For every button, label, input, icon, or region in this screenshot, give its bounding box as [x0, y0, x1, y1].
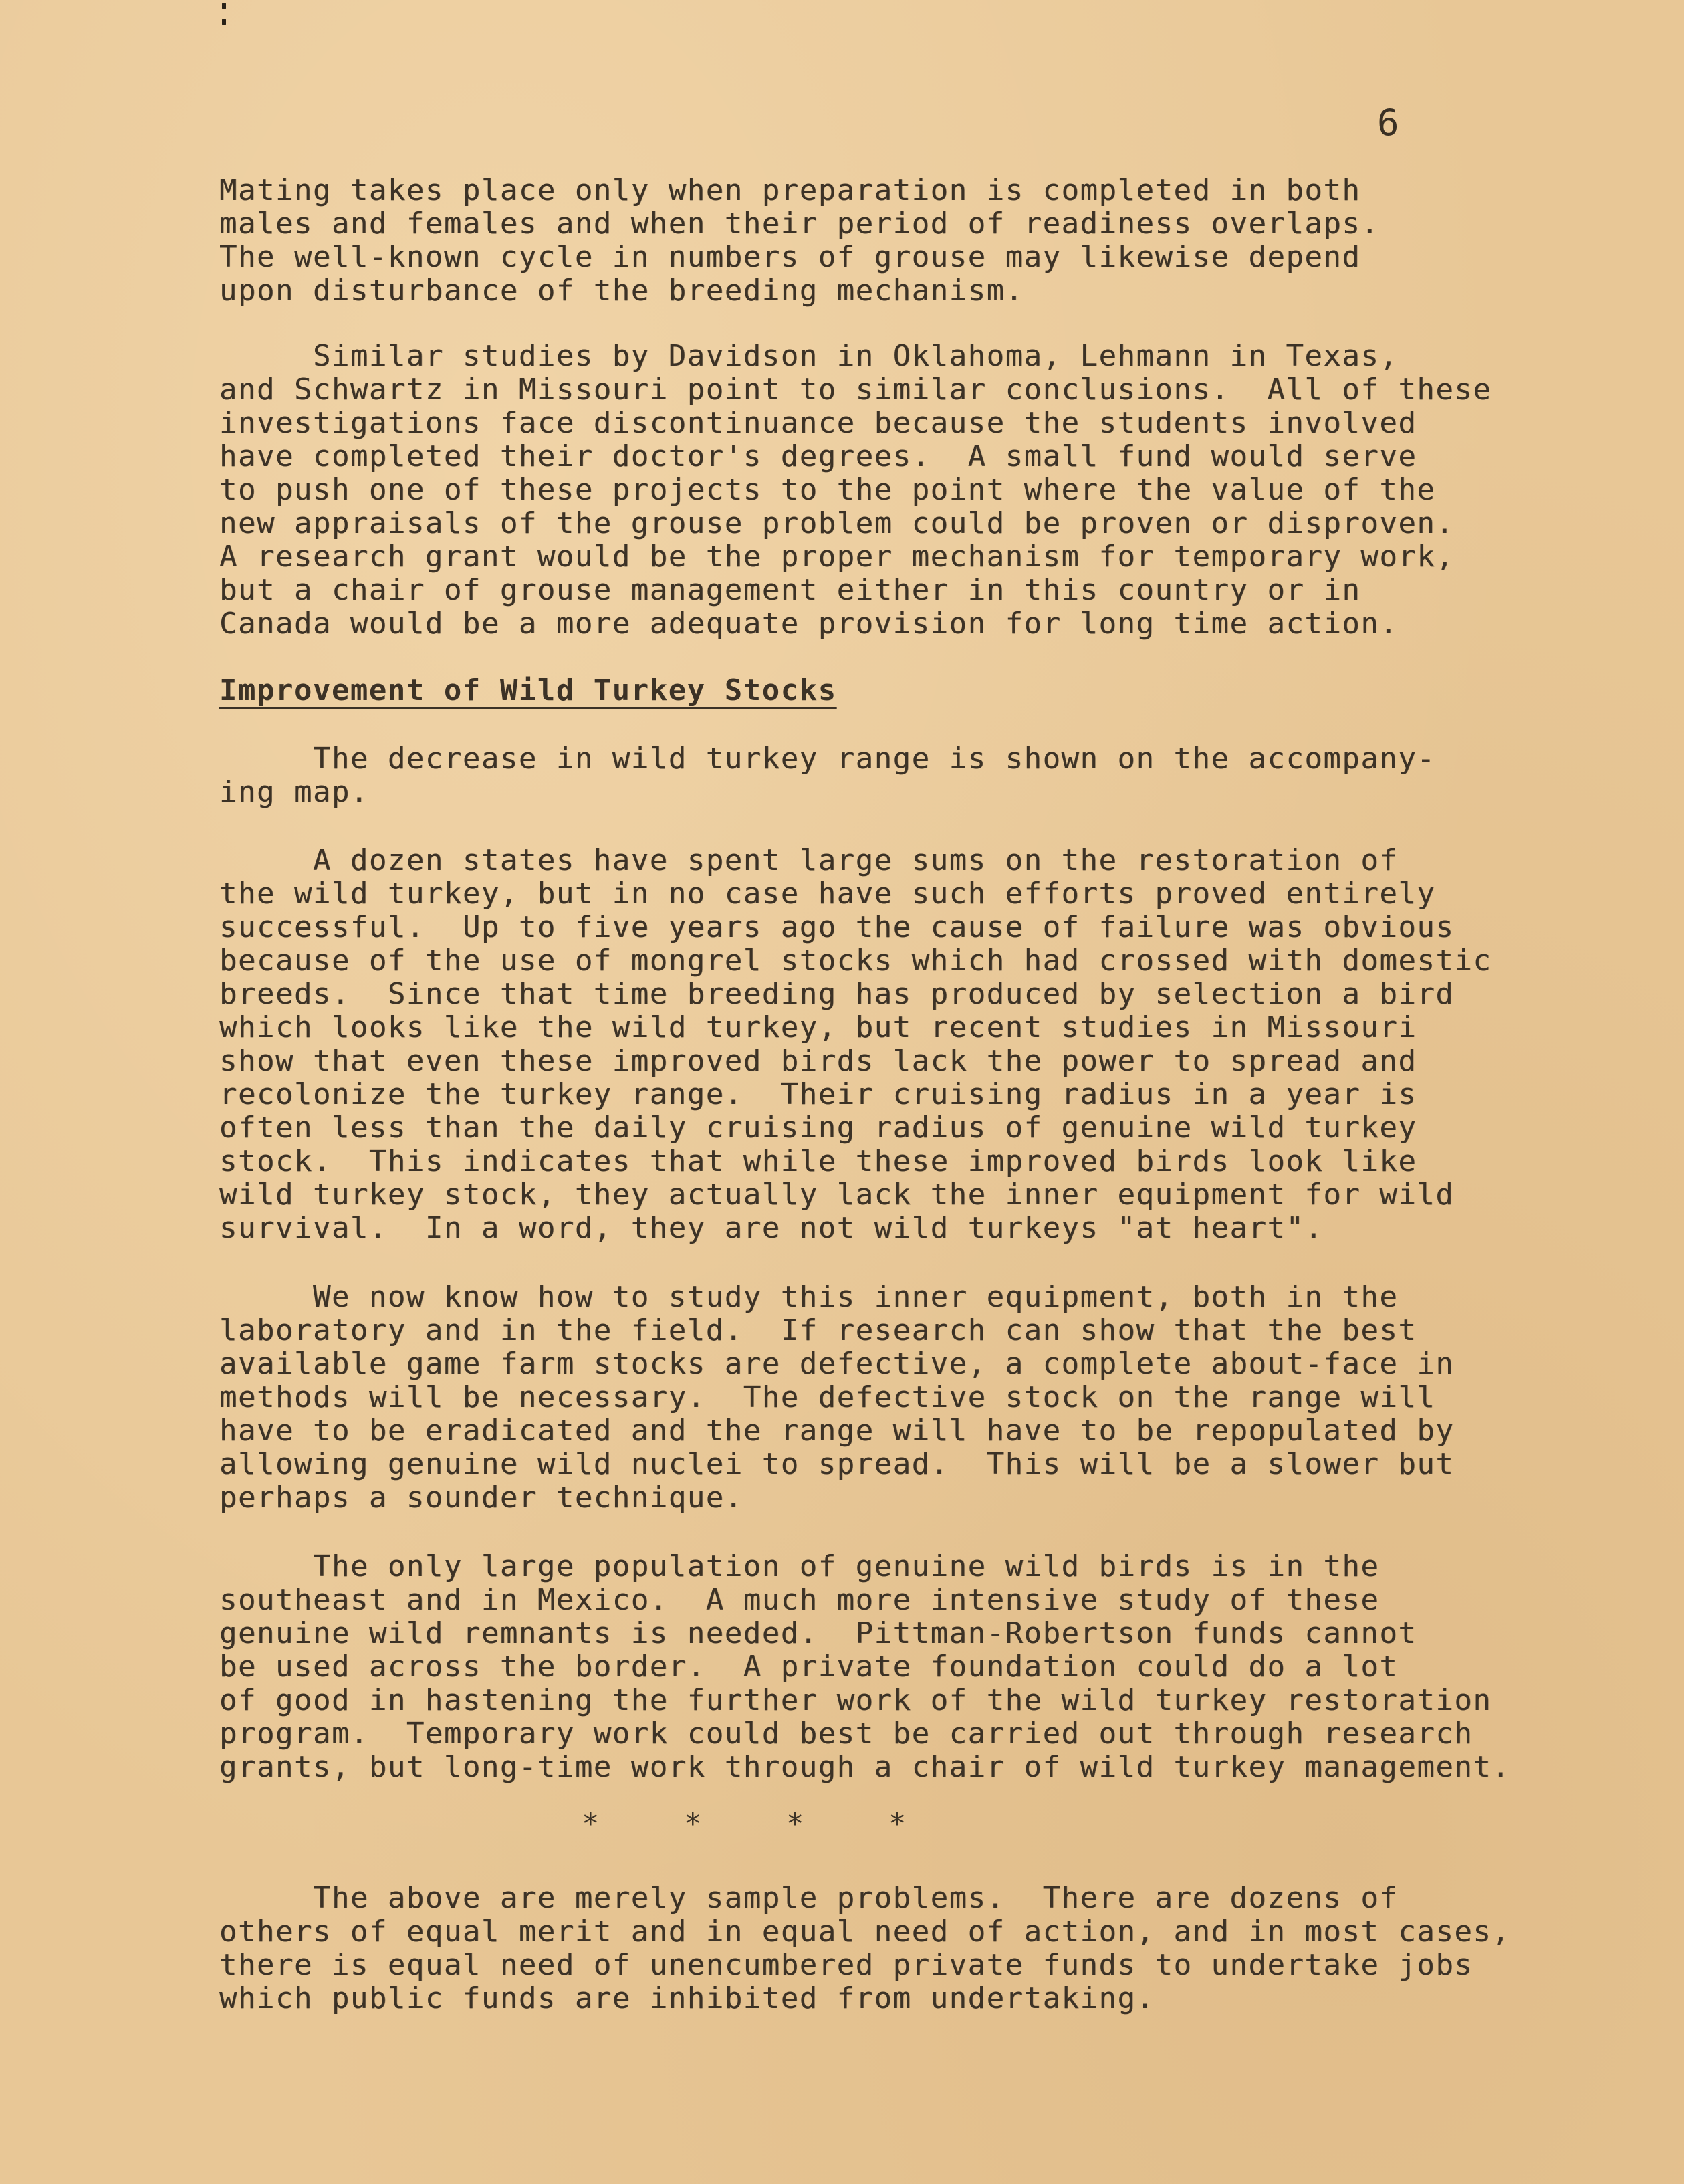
text-line: because of the use of mongrel stocks which had crossed with domestic [219, 944, 1492, 978]
section-separator: * * * * [582, 1807, 907, 1841]
text-line: show that even these improved birds lack the power to spread and [219, 1044, 1417, 1078]
text-line: have completed their doctor's degrees. A small fund would serve [219, 439, 1417, 473]
text-line: stock. This indicates that while these improved birds look like [219, 1144, 1417, 1178]
text-line: breeds. Since that time breeding has produced by selection a bird [219, 977, 1455, 1011]
text-line: investigations face discontinuance because the students involved [219, 406, 1417, 440]
paragraph-genuine-wild-birds [219, 1550, 1510, 1784]
text-line: survival. In a word, they are not wild turkeys "at heart". [219, 1211, 1324, 1245]
text-line: successful. Up to five years ago the cause of failure was obvious [219, 910, 1455, 944]
text-line: recolonize the turkey range. Their cruising radius in a year is [219, 1077, 1417, 1111]
text-line: of good in hastening the further work of the wild turkey restoration [219, 1683, 1492, 1717]
text-line: but a chair of grouse management either in this country or in [219, 573, 1361, 607]
text-line: genuine wild remnants is needed. Pittman-Robertson funds cannot [219, 1616, 1417, 1650]
text-line: The decrease in wild turkey range is shown on the accompany- [219, 742, 1436, 776]
text-line: perhaps a sounder technique. [219, 1481, 743, 1515]
text-line: be used across the border. A private foundation could do a lot [219, 1650, 1399, 1684]
paragraph-similar-studies [219, 340, 1491, 641]
punch-mark [222, 19, 226, 25]
text-line: southeast and in Mexico. A much more intensive study of these [219, 1583, 1380, 1617]
text-line: program. Temporary work could best be carried out through research [219, 1717, 1473, 1751]
text-line: new appraisals of the grouse problem could be proven or disproven. [219, 506, 1455, 540]
text-line: the wild turkey, but in no case have such efforts proved entirely [219, 877, 1436, 911]
text-line: Canada would be a more adequate provision for long time action. [219, 607, 1399, 641]
text-line: upon disturbance of the breeding mechanism. [219, 274, 1024, 308]
text-line: which public funds are inhibited from undertaking. [219, 1981, 1155, 2015]
text-line: The well-known cycle in numbers of grouse may likewise depend [219, 240, 1361, 274]
text-line: there is equal need of unencumbered private funds to undertake jobs [219, 1948, 1473, 1982]
text-line: to push one of these projects to the point where the value of the [219, 473, 1436, 507]
paragraph-inner-equipment [219, 1281, 1454, 1515]
text-line: ing map. [219, 775, 369, 809]
paragraph-restoration-efforts [219, 844, 1491, 1245]
page-number: 6 [1377, 102, 1399, 144]
text-line: We now know how to study this inner equipment, both in the [219, 1280, 1399, 1314]
text-line: Mating takes place only when preparation is completed in both [219, 173, 1361, 207]
text-line: A dozen states have spent large sums on the restoration of [219, 843, 1399, 877]
text-line: often less than the daily cruising radius of genuine wild turkey [219, 1111, 1417, 1145]
text-line: A research grant would be the proper mechanism for temporary work, [219, 540, 1455, 574]
text-line: males and females and when their period of readiness overlaps. [219, 207, 1380, 241]
text-line: available game farm stocks are defective, a complete about-face in [219, 1347, 1455, 1381]
text-line: and Schwartz in Missouri point to similar conclusions. All of these [219, 372, 1492, 407]
text-line: grants, but long-time work through a chair of wild turkey management. [219, 1750, 1511, 1784]
punch-mark [222, 3, 226, 9]
text-line: wild turkey stock, they actually lack the inner equipment for wild [219, 1178, 1455, 1212]
text-line: others of equal merit and in equal need of action, and in most cases, [219, 1915, 1511, 1949]
text-line: Similar studies by Davidson in Oklahoma, Lehmann in Texas, [219, 339, 1399, 373]
text-line: which looks like the wild turkey, but recent studies in Missouri [219, 1010, 1417, 1045]
paragraph-breeding-mechanism [219, 174, 1379, 308]
text-line: laboratory and in the field. If research can show that the best [219, 1313, 1417, 1347]
text-line: methods will be necessary. The defective stock on the range will [219, 1380, 1436, 1414]
text-line: The only large population of genuine wild birds is in the [219, 1549, 1380, 1584]
text-line: The above are merely sample problems. There are dozens of [219, 1881, 1399, 1915]
section-heading: Improvement of Wild Turkey Stocks [219, 673, 837, 707]
paragraph-closing [219, 1882, 1510, 2015]
text-line: allowing genuine wild nuclei to spread. This will be a slower but [219, 1447, 1455, 1481]
paragraph-range-decrease [219, 742, 1435, 809]
text-line: have to be eradicated and the range will have to be repopulated by [219, 1414, 1455, 1448]
